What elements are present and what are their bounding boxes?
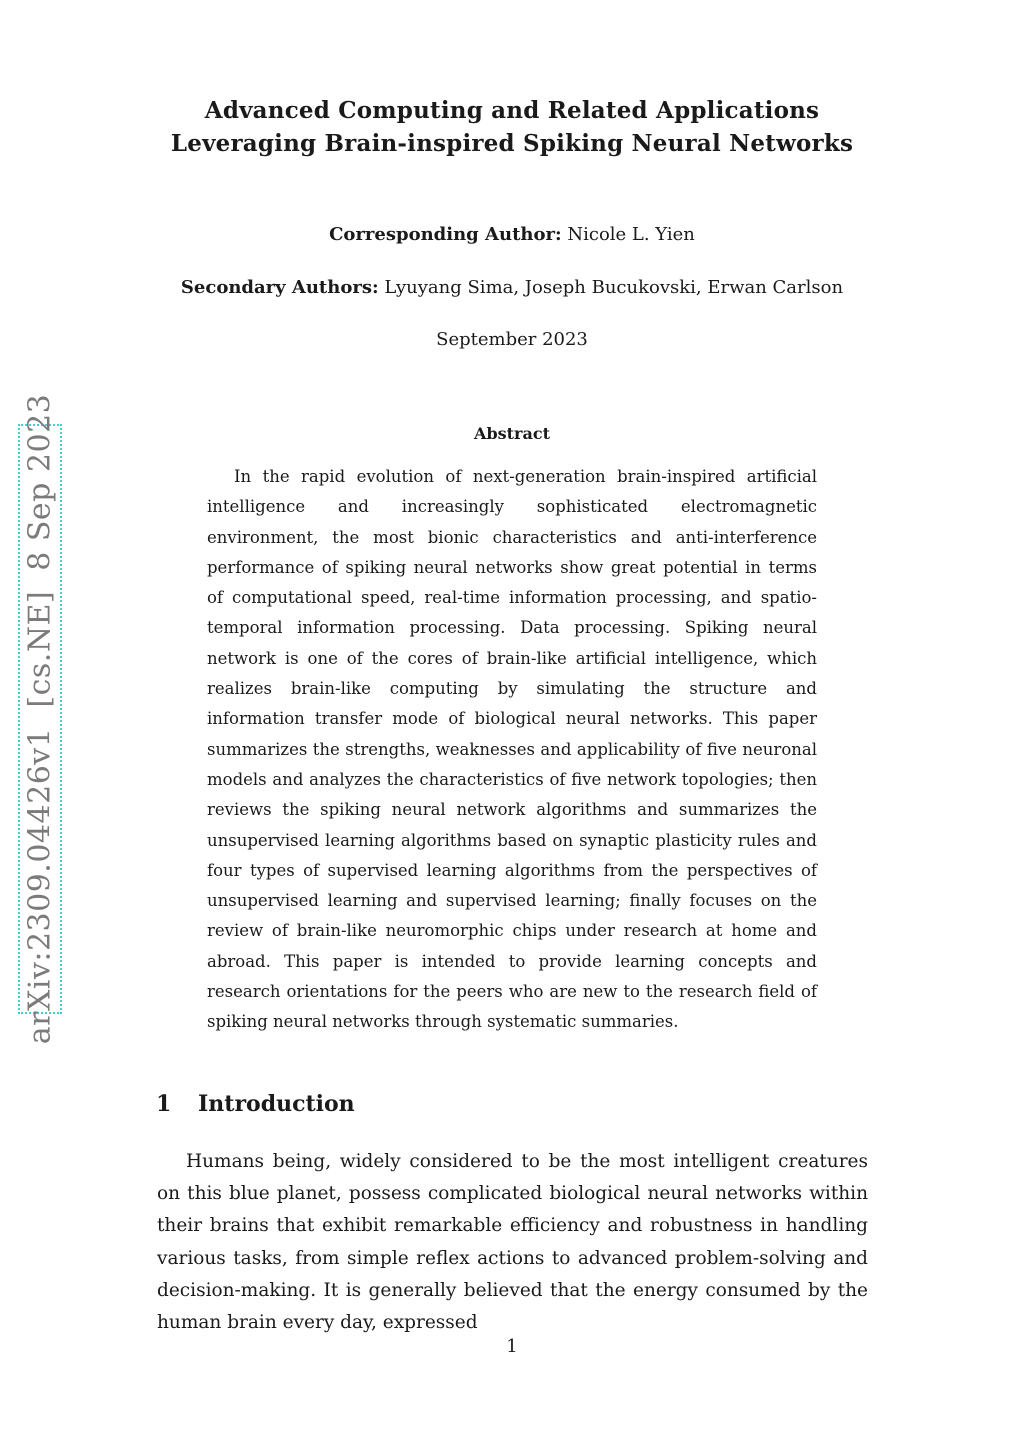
paper-title-line-1: Advanced Computing and Related Applications bbox=[204, 97, 820, 124]
section-heading-introduction bbox=[156, 1091, 355, 1117]
abstract-text: In the rapid evolution of next-generation brain-inspired artificial intelligence and increasingly sophisticated electromagnetic environment, the most bionic characteristics and anti-interference performance of spiking neural networks show great potential in terms of computational speed, real-time information processing, and spatio-temporal information processing. Data processing. Spiking neural network is one of the cores of brain-like artificial intelligence, which realizes brain-like computing by simulating the structure and information transfer mode of biological neural networks. This paper summarizes the strengths, weaknesses and applicability of five neuronal models and analyzes the characteristics of five network topologies; then reviews the spiking neural network algorithms and summarizes the unsupervised learning algorithms based on synaptic plasticity rules and four types of supervised learning algorithms from the perspectives of unsupervised learning and supervised learning; finally focuses on the review of brain-like neuromorphic chips under research at home and abroad. This paper is intended to provide learning concepts and research orientations for the peers who are new to the research field of spiking neural networks through systematic summaries. bbox=[207, 467, 817, 1032]
corresponding-author-name: Nicole L. Yien bbox=[567, 224, 695, 245]
corresponding-author-label: Corresponding Author: bbox=[329, 224, 562, 245]
corresponding-author bbox=[60, 224, 964, 245]
paper-title-line-2: Leveraging Brain-inspired Spiking Neural Networks bbox=[170, 130, 854, 157]
secondary-authors-names: Lyuyang Sima, Joseph Bucukovski, Erwan Carlson bbox=[384, 277, 844, 298]
arxiv-identifier: arXiv:2309.04426v1 [cs.NE] 8 Sep 2023 bbox=[22, 393, 58, 1045]
section-number: 1 bbox=[156, 1091, 172, 1117]
page-number: 1 bbox=[506, 1336, 518, 1357]
introduction-text: Humans being, widely considered to be the most intelligent creatures on this blue planet, possess complicated biological neural networks within their brains that exhibit remarkable efficiency and robustness in handling various tasks, from simple reflex actions to advanced problem-solving and decision-making. It is generally believed that the energy consumed by the human brain every day, expressed bbox=[157, 1151, 868, 1334]
abstract-heading: Abstract bbox=[474, 424, 550, 443]
section-title: Introduction bbox=[198, 1091, 355, 1117]
publication-date: September 2023 bbox=[436, 329, 588, 350]
paper-title bbox=[120, 94, 904, 160]
secondary-authors bbox=[60, 277, 964, 298]
secondary-authors-label: Secondary Authors: bbox=[180, 277, 379, 298]
